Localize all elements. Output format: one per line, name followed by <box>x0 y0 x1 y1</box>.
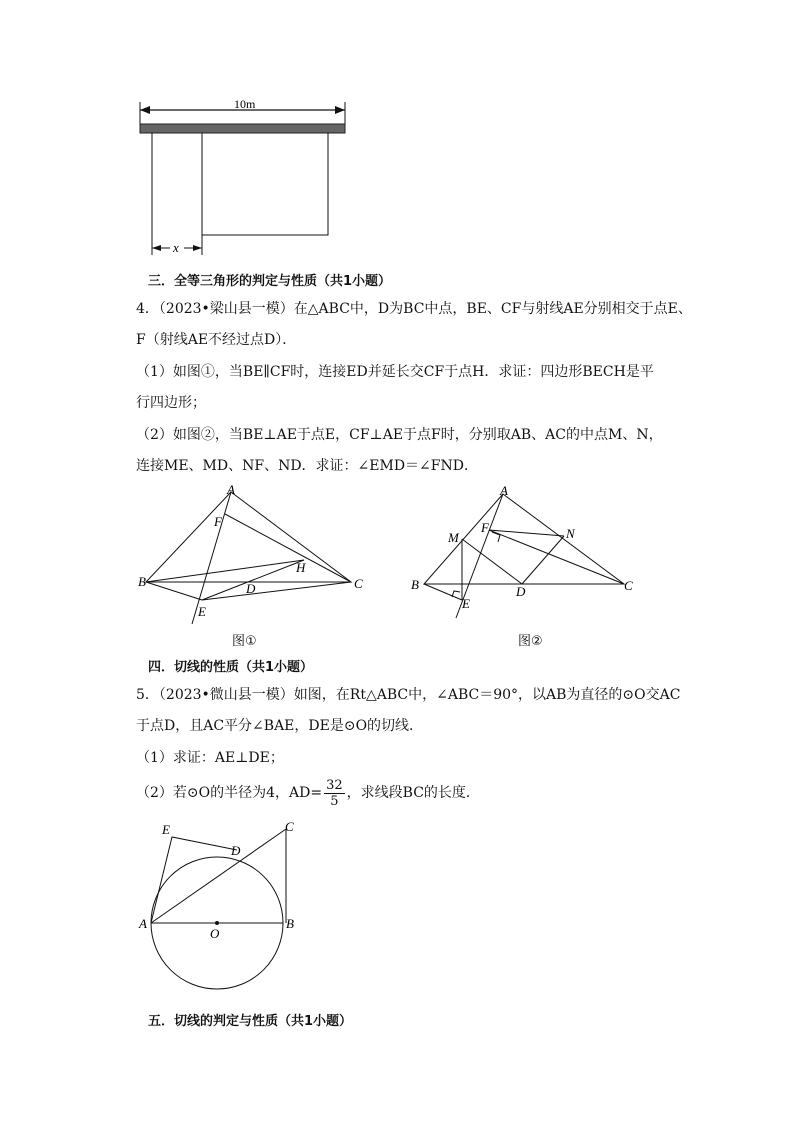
fig2-label-F: F <box>481 520 489 535</box>
fig2-label-C: C <box>624 578 633 593</box>
q5-fig-label-D: D <box>231 843 241 858</box>
q4-line-4: 行四边形； <box>136 395 206 411</box>
section-heading-5: 五．切线的判定与性质（共1小题） <box>148 1014 353 1029</box>
fig1-label-B: B <box>138 574 146 589</box>
fig2-caption: 图② <box>518 634 543 649</box>
fig1-label-A: A <box>227 482 235 497</box>
q5-line-4 <box>136 775 480 811</box>
q4-line-5: （2）如图②，当BE⊥AE于点E，CF⊥AE于点F时，分别取AB、AC的中点M、N， <box>136 427 663 443</box>
q4-line-1: 4．（2023•梁山县一模）在△ABC中，D为BC中点，BE、CF与射线AE分别相交于点E、 <box>136 301 692 317</box>
fig1-label-E: E <box>198 604 206 619</box>
q5-fig-label-O: O <box>210 926 220 941</box>
fig2-label-A: A <box>500 483 508 498</box>
q5-fig-label-B: B <box>286 916 294 931</box>
fraction-numerator: 32 <box>326 777 343 793</box>
fig1-label-F: F <box>214 514 222 529</box>
fig1-label-D: D <box>246 581 256 596</box>
section-heading-4: 四．切线的性质（共1小题） <box>148 660 314 675</box>
fig2-label-B: B <box>411 577 419 592</box>
fig2-label-M: M <box>448 530 459 545</box>
section-heading-3: 三．全等三角形的判定与性质（共1小题） <box>148 274 392 289</box>
fraction-denominator: 5 <box>330 793 339 809</box>
q4-figure-2 <box>404 478 644 626</box>
q5-line-3: （1）求证：AE⊥DE； <box>136 750 284 766</box>
fig2-label-D: D <box>516 584 526 599</box>
q4-line-6: 连接ME、MD、NF、ND．求证：∠EMD＝∠FND． <box>136 458 478 474</box>
fig1-label-C: C <box>354 576 363 591</box>
q5-line-4-prefix: （2）若⊙O的半径为4，AD= <box>136 785 323 801</box>
fraction-32-5 <box>324 778 345 809</box>
fig1-caption: 图① <box>232 634 257 649</box>
q5-fig-label-A: A <box>139 916 147 931</box>
q4-figure-1 <box>134 478 374 626</box>
q5-line-2: 于点D，且AC平分∠BAE，DE是⊙O的切线． <box>136 718 424 734</box>
x-label: x <box>173 240 179 255</box>
q5-line-4-suffix: ，求线段BC的长度． <box>346 785 480 801</box>
q5-figure <box>136 818 306 1002</box>
q5-fig-label-E: E <box>162 822 170 837</box>
fig2-label-E: E <box>462 596 470 611</box>
q4-line-2: F（射线AE不经过点D）． <box>136 332 297 348</box>
fence-figure <box>130 90 360 260</box>
fig2-label-N: N <box>566 526 575 541</box>
fig1-label-H: H <box>296 560 306 575</box>
width-label: 10m <box>234 97 256 111</box>
q5-fig-label-C: C <box>285 819 294 834</box>
q4-line-3: （1）如图①，当BE∥CF时，连接ED并延长交CF于点H．求证：四边形BECH是平 <box>136 364 654 380</box>
q5-line-1: 5．（2023•微山县一模）如图，在Rt△ABC中，∠ABC＝90°，以AB为直径的⊙O交AC <box>136 687 681 703</box>
